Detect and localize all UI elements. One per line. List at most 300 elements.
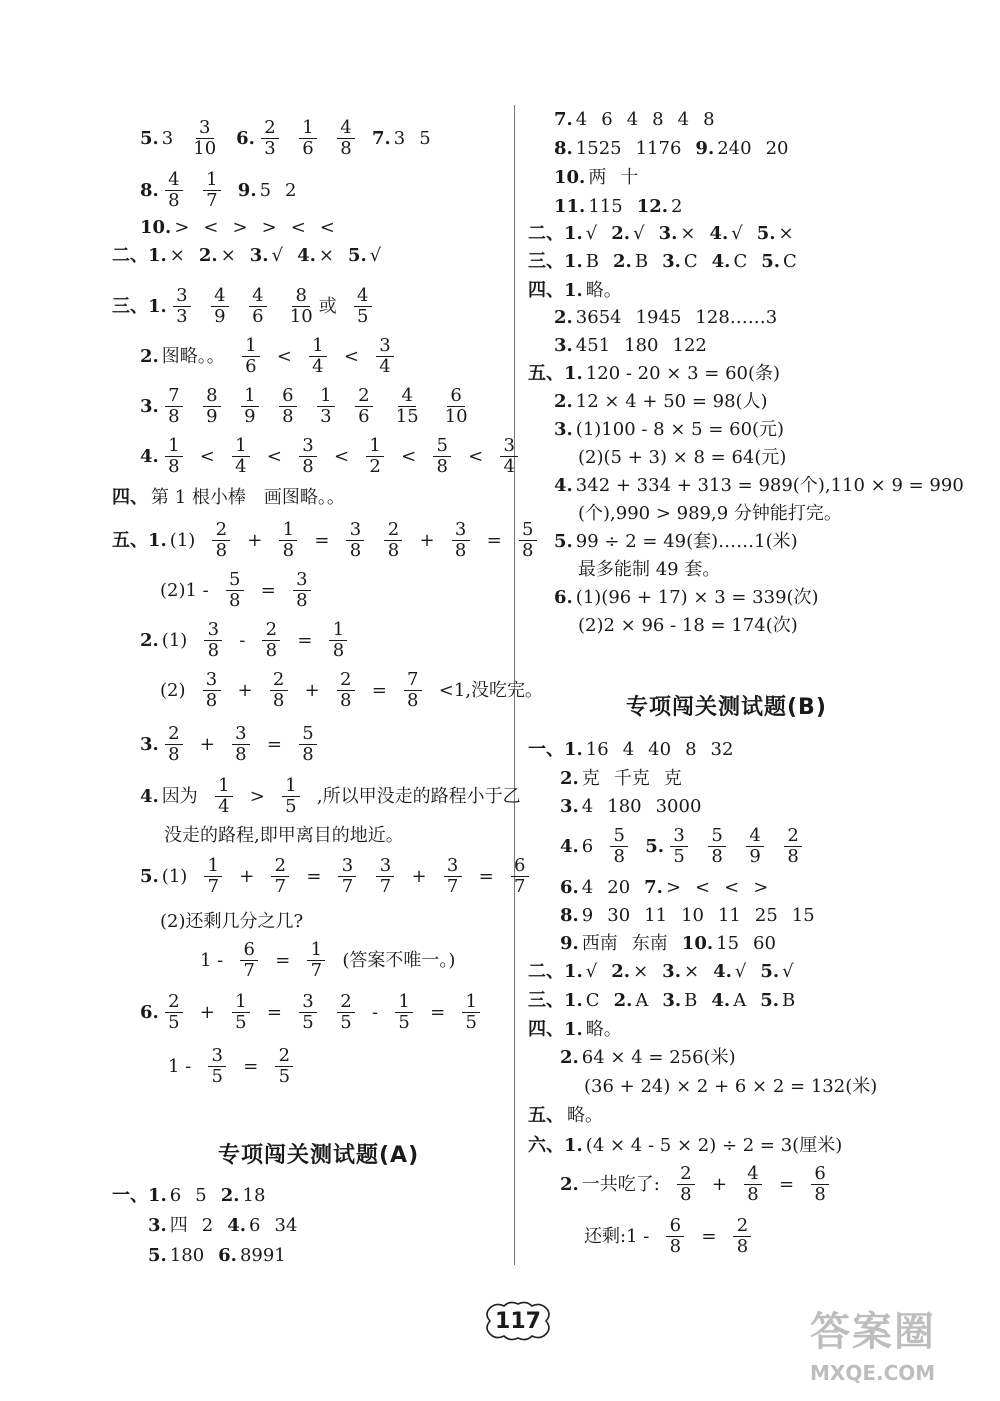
item-number: 10. <box>681 933 714 954</box>
answer-item <box>705 826 729 867</box>
answer-text: 6 <box>601 109 613 130</box>
answer-text: 1176 <box>635 138 682 159</box>
answer-line <box>140 724 320 765</box>
answer-item <box>200 1001 215 1025</box>
answer-text: 451 <box>575 335 611 356</box>
section-title-b: 专项闯关测试题(B) <box>626 695 827 720</box>
item-number: 一、1. <box>112 1185 167 1206</box>
answer-text: B <box>684 990 698 1011</box>
fraction-denominator: 8 <box>332 640 345 661</box>
answer-text: 12 × 4 + 50 = 98(人) <box>575 391 768 412</box>
fraction <box>271 856 289 897</box>
fraction <box>366 436 384 477</box>
answer-item <box>560 932 618 956</box>
answer-line <box>528 250 797 274</box>
answer-item <box>233 216 248 240</box>
answer-item <box>713 960 746 984</box>
answer-text: 10 <box>681 905 704 926</box>
fraction-numerator: 1 <box>241 386 259 407</box>
item-number: 4. <box>711 251 731 272</box>
answer-item <box>317 785 521 809</box>
answer-item <box>401 445 416 469</box>
answer-text: √ <box>633 223 645 244</box>
answer-text: 3 <box>393 127 406 149</box>
answer-item <box>112 244 185 268</box>
answer-text: = <box>243 1055 259 1077</box>
answer-item <box>268 856 292 897</box>
item-number: 6. <box>140 1001 159 1023</box>
answer-item <box>390 386 425 427</box>
item-number: 6. <box>218 1245 237 1266</box>
fraction <box>452 520 470 561</box>
fraction <box>232 724 250 765</box>
answer-item <box>351 286 375 327</box>
fraction-denominator: 4 <box>503 456 515 477</box>
answer-item <box>160 910 303 934</box>
fraction-denominator: 5 <box>398 1012 410 1033</box>
fraction-denominator: 8 <box>265 640 278 661</box>
fraction <box>511 856 529 897</box>
answer-text: × <box>633 961 649 982</box>
answer-item <box>267 670 291 711</box>
answer-item <box>644 876 681 900</box>
answer-item <box>792 904 815 928</box>
fraction-denominator: 8 <box>229 590 241 611</box>
answer-line <box>112 520 540 561</box>
answer-item <box>314 386 338 427</box>
answer-text: 因为 <box>161 785 198 807</box>
answer-item <box>632 932 668 956</box>
fraction-denominator: 10 <box>444 406 468 427</box>
fraction-denominator: 6 <box>245 356 257 377</box>
answer-item <box>554 390 768 414</box>
answer-item <box>275 1214 298 1238</box>
answer-item <box>372 127 405 151</box>
fraction-denominator: 9 <box>244 406 256 427</box>
answer-item <box>678 108 689 132</box>
fraction <box>242 336 260 377</box>
item-number: 5. <box>645 835 665 857</box>
answer-line <box>140 620 350 661</box>
answer-item <box>614 767 650 791</box>
fraction-denominator: 7 <box>310 960 323 981</box>
fraction-numerator: 1 <box>232 992 250 1013</box>
answer-line <box>554 195 682 219</box>
answer-item <box>140 992 186 1033</box>
answer-text: C <box>683 251 698 272</box>
answer-text: < <box>724 877 740 898</box>
answer-text: 6 <box>169 1185 182 1206</box>
fraction <box>211 286 229 327</box>
answer-item <box>203 216 218 240</box>
item-number: 7. <box>371 127 391 149</box>
answer-item <box>209 520 233 561</box>
answer-item <box>296 436 320 477</box>
answer-item <box>645 826 691 867</box>
answer-item <box>334 670 358 711</box>
answer-item <box>363 436 387 477</box>
answer-line <box>528 960 794 984</box>
fraction-numerator: 1 <box>242 336 260 357</box>
answer-text: 略。 <box>585 280 622 301</box>
item-number: 4. <box>227 1215 247 1236</box>
answer-item <box>237 940 261 981</box>
fraction-numerator: 6 <box>279 386 297 407</box>
answer-item <box>243 1055 258 1079</box>
answer-text: = <box>260 579 276 601</box>
answer-item <box>291 216 306 240</box>
item-number: 9. <box>237 179 257 201</box>
answer-item <box>659 222 696 246</box>
fraction <box>337 992 355 1033</box>
answer-item <box>229 992 253 1033</box>
answer-text: 64 × 4 = 256(米) <box>581 1047 736 1068</box>
answer-text: √ <box>782 961 794 982</box>
answer-item <box>140 436 186 477</box>
answer-text: - <box>371 1001 379 1023</box>
answer-item <box>200 733 215 757</box>
answer-line <box>528 362 780 386</box>
answer-item <box>326 620 350 661</box>
answer-item <box>227 1214 260 1238</box>
answer-text: - <box>239 629 246 651</box>
answer-item <box>304 940 328 981</box>
answer-line <box>528 1104 603 1128</box>
fraction-denominator: 2 <box>369 456 381 477</box>
fraction-numerator: 1 <box>279 520 297 541</box>
item-number: 2. <box>560 1173 579 1195</box>
answer-item <box>205 1046 229 1087</box>
fraction <box>329 620 347 661</box>
item-number: 四、 <box>112 487 148 508</box>
item-number: 9. <box>695 138 715 159</box>
answer-text: 3000 <box>655 796 702 817</box>
answer-item <box>297 244 334 268</box>
answer-item <box>305 679 320 703</box>
item-number: 6. <box>560 877 579 898</box>
answer-item <box>673 334 707 358</box>
answer-item <box>755 904 778 928</box>
item-number: 2. <box>554 391 573 412</box>
fraction-denominator: 8 <box>387 540 400 561</box>
fraction-denominator: 5 <box>235 1012 247 1033</box>
answer-item <box>718 904 741 928</box>
fraction-numerator: 3 <box>444 856 462 877</box>
fraction-numerator: 3 <box>452 520 470 541</box>
fraction <box>165 436 183 477</box>
answer-item <box>554 166 606 190</box>
fraction-denominator: 7 <box>207 876 220 897</box>
fraction-numerator: 3 <box>299 992 317 1013</box>
answer-text: 9 <box>581 905 594 926</box>
answer-item <box>620 166 638 190</box>
answer-item <box>701 1225 716 1249</box>
answer-item <box>636 137 682 161</box>
answer-text: < <box>199 445 215 467</box>
item-number: 2. <box>140 345 159 367</box>
answer-text: √ <box>369 245 382 266</box>
answer-item <box>439 386 474 427</box>
answer-item <box>112 486 345 510</box>
answer-text: × <box>683 961 700 982</box>
answer-item <box>459 992 483 1033</box>
answer-text: 20 <box>765 138 789 159</box>
fraction-numerator: 1 <box>307 940 325 961</box>
item-number: 5. <box>140 127 159 149</box>
answer-item <box>607 826 631 867</box>
fraction-denominator: 5 <box>356 306 369 327</box>
answer-text: 1945 <box>635 307 682 328</box>
answer-line <box>140 170 297 211</box>
answer-text: < <box>695 877 711 898</box>
answer-item <box>221 1184 266 1208</box>
fraction-numerator: 2 <box>337 992 355 1013</box>
answer-item <box>284 286 337 327</box>
answer-item <box>781 826 805 867</box>
fraction <box>165 992 183 1033</box>
fraction-numerator: 1 <box>232 436 250 457</box>
item-number: 5. <box>756 223 776 244</box>
answer-text: < <box>333 445 350 467</box>
answer-text: 4 <box>575 109 588 130</box>
item-number: 3. <box>658 223 678 244</box>
answer-item <box>236 118 282 159</box>
answer-text: > <box>665 877 682 898</box>
fraction-numerator: 3 <box>232 724 250 745</box>
fraction-numerator: 5 <box>610 826 628 847</box>
fraction-numerator: 3 <box>293 570 311 591</box>
answer-item <box>140 386 186 427</box>
answer-text: 2 <box>285 179 297 201</box>
fraction-numerator: 3 <box>670 826 688 847</box>
answer-line <box>140 386 474 427</box>
fraction-denominator: 8 <box>168 190 180 211</box>
fraction <box>337 670 355 711</box>
answer-text: 最多能制 49 套。 <box>578 559 721 580</box>
fraction-numerator: 4 <box>211 286 229 307</box>
answer-item <box>200 170 224 211</box>
answer-text: < <box>343 345 359 367</box>
answer-item <box>148 1244 204 1268</box>
answer-item <box>560 767 600 791</box>
answer-text: 四 <box>169 1215 188 1236</box>
fraction-denominator: 4 <box>218 796 230 817</box>
answer-item <box>760 989 795 1013</box>
fraction-denominator: 6 <box>302 138 314 159</box>
fraction <box>746 826 764 867</box>
fraction-denominator: 5 <box>285 796 297 817</box>
fraction-denominator: 9 <box>214 306 226 327</box>
answer-text: (答案不唯一。) <box>342 949 456 971</box>
fraction <box>354 286 372 327</box>
fraction <box>165 724 183 765</box>
answer-line <box>554 390 768 414</box>
fraction-denominator: 5 <box>302 1012 314 1033</box>
answer-text: 3654 <box>575 307 622 328</box>
answer-text: √ <box>271 245 284 266</box>
answer-text: 122 <box>672 335 707 356</box>
answer-item <box>261 579 276 603</box>
fraction-denominator: 8 <box>168 406 180 427</box>
fraction-denominator: 8 <box>736 1236 749 1257</box>
item-number: 三、1. <box>528 251 583 272</box>
answer-line <box>554 474 964 498</box>
answer-text: (4 × 4 - 5 × 2) ÷ 2 = 3(厘米) <box>585 1135 843 1156</box>
answer-text: (2)2 × 96 - 18 = 174(次) <box>578 615 798 636</box>
answer-item <box>250 244 283 268</box>
fraction <box>261 118 279 159</box>
answer-text: B <box>634 251 649 272</box>
answer-item <box>753 876 768 900</box>
fraction-denominator: 4 <box>312 356 324 377</box>
answer-line <box>584 1216 754 1257</box>
answer-item <box>761 250 797 274</box>
fraction <box>240 940 258 981</box>
answer-text: = <box>306 865 322 887</box>
item-number: 3. <box>662 251 681 272</box>
answer-text: > <box>249 785 265 807</box>
fraction <box>299 992 317 1033</box>
answer-item <box>439 679 543 703</box>
answer-line <box>560 826 805 867</box>
fraction-denominator: 8 <box>235 744 247 765</box>
answer-item <box>344 345 359 369</box>
answer-item <box>200 670 224 711</box>
answer-line <box>554 586 819 610</box>
answer-item <box>296 724 320 765</box>
answer-text: 3 <box>161 127 174 149</box>
answer-item <box>554 334 610 358</box>
answer-text: = <box>701 1225 717 1247</box>
answer-item <box>711 738 734 762</box>
answer-text: 2 <box>671 196 683 217</box>
fraction <box>287 286 316 327</box>
fraction-denominator: 15 <box>395 406 419 427</box>
answer-item <box>685 738 696 762</box>
item-number: 8. <box>560 905 579 926</box>
answer-item <box>343 520 367 561</box>
answer-item <box>560 795 593 819</box>
fraction-denominator: 8 <box>521 540 534 561</box>
answer-item <box>297 629 312 653</box>
answer-item <box>528 279 622 303</box>
answer-item <box>401 670 425 711</box>
fraction <box>165 170 183 211</box>
answer-item <box>140 785 198 809</box>
fraction <box>299 724 317 765</box>
answer-text: 东南 <box>631 933 668 954</box>
fraction-denominator: 7 <box>379 876 392 897</box>
answer-text: 20 <box>607 877 631 898</box>
answer-item <box>372 1001 378 1025</box>
answer-text: 15 <box>716 933 740 954</box>
answer-line <box>560 1164 832 1205</box>
answer-item <box>528 1018 622 1042</box>
answer-text: > <box>174 217 190 238</box>
answer-item <box>479 865 494 889</box>
fraction <box>226 570 244 611</box>
fraction <box>275 1046 293 1087</box>
answer-text: 4 <box>581 877 594 898</box>
answer-text: 1 - <box>168 1055 192 1077</box>
answer-item <box>578 614 798 638</box>
item-number: 10. <box>140 217 172 238</box>
answer-item <box>342 949 455 973</box>
answer-text: A <box>635 990 649 1011</box>
answer-item <box>259 620 283 661</box>
answer-item <box>528 989 600 1013</box>
answer-text: 两 <box>588 167 607 188</box>
answer-text: 5 <box>419 127 431 149</box>
answer-text: + <box>304 679 320 701</box>
answer-item <box>112 529 195 553</box>
fraction-denominator: 3 <box>264 138 276 159</box>
item-number: 4. <box>711 990 731 1011</box>
answer-item <box>652 108 663 132</box>
answer-text: 34 <box>274 1215 298 1236</box>
answer-item <box>554 137 622 161</box>
fraction-numerator: 1 <box>282 776 300 797</box>
answer-text: (1) <box>169 529 196 551</box>
answer-item <box>753 932 776 956</box>
fraction <box>212 520 230 561</box>
answer-item <box>712 250 748 274</box>
answer-item <box>487 529 502 553</box>
answer-item <box>695 137 751 161</box>
answer-text: = <box>430 1001 446 1023</box>
answer-text: 5 <box>259 179 272 201</box>
answer-line <box>160 570 314 611</box>
answer-text: 240 <box>717 138 752 159</box>
fraction-denominator: 8 <box>787 846 799 867</box>
fraction <box>811 1164 829 1205</box>
answer-item <box>148 1214 188 1238</box>
answer-item <box>760 960 793 984</box>
fraction-numerator: 2 <box>275 1046 293 1067</box>
fraction-denominator: 7 <box>274 876 287 897</box>
fraction-numerator: 2 <box>733 1216 751 1237</box>
answer-item <box>334 992 358 1033</box>
answer-item <box>528 222 597 246</box>
fraction <box>232 436 250 477</box>
answer-text: (1) <box>161 629 188 651</box>
answer-item <box>607 876 630 900</box>
fraction <box>355 386 373 427</box>
answer-item <box>607 904 630 928</box>
fraction-numerator: 6 <box>240 940 258 961</box>
answer-item <box>201 620 225 661</box>
answer-item <box>272 1046 296 1087</box>
answer-text: 1525 <box>575 138 622 159</box>
answer-text: + <box>237 679 253 701</box>
item-number: 二、1. <box>528 223 583 244</box>
answer-text: 30 <box>607 905 631 926</box>
fraction <box>279 520 297 561</box>
answer-item <box>334 118 358 159</box>
fraction-denominator: 5 <box>211 1066 223 1087</box>
answer-item <box>140 865 187 889</box>
answer-line <box>528 989 795 1013</box>
answer-item <box>578 558 720 582</box>
answer-line <box>200 940 455 981</box>
answer-text: 120 - 20 × 3 = 60(条) <box>585 363 781 384</box>
answer-item <box>267 1001 282 1025</box>
fraction-numerator: 1 <box>329 620 347 641</box>
fraction-numerator: 1 <box>366 436 384 457</box>
fraction-numerator: 2 <box>271 856 289 877</box>
answer-item <box>164 824 404 848</box>
answer-text: 十 <box>620 167 639 188</box>
